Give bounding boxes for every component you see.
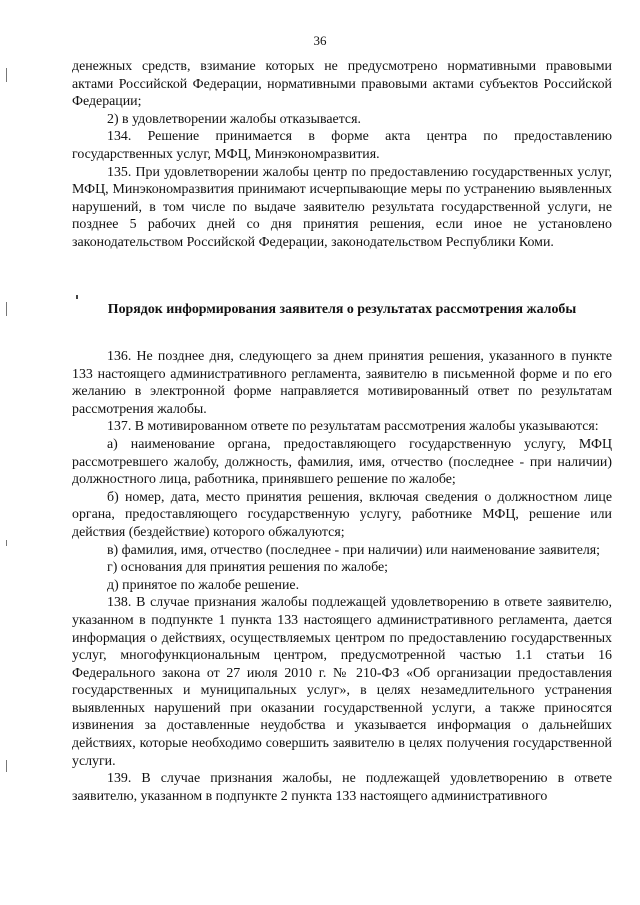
scan-margin-mark	[6, 302, 7, 316]
paragraph: 134. Решение принимается в форме акта центра по предоставлению государственных услуг, МФЦ, Минэкономразвития.	[72, 129, 612, 162]
list-item: в) фамилия, имя, отчество (последнее - при наличии) или наименование заявителя;	[107, 542, 601, 558]
paragraph: 139. В случае признания жалобы, не подлежащей удовлетворению в ответе заявителю, указанном в подпункте 2 пункта 133 настоящего административного	[72, 771, 612, 804]
list-item: г) основания для принятия решения по жалобе;	[107, 560, 388, 576]
list-item: б) номер, дата, место принятия решения, включая сведения о должностном лице органа, предоставляющего государственную услугу, работнике МФЦ, решение или действия (бездействие) которого обжалуются;	[72, 489, 612, 540]
paragraph: денежных средств, взимание которых не предусмотрено нормативными правовыми актами Российской Федерации, нормативными правовыми актами субъектов Российской Федерации;	[72, 59, 612, 110]
paragraph: 2) в удовлетворении жалобы отказывается.	[107, 111, 361, 127]
list-item: а) наименование органа, предоставляющего государственную услугу, МФЦ рассмотревшего жалобу, должность, фамилия, имя, отчество (последнее - при наличии) должностного лица, работника, принявшего решение по жалобе;	[72, 436, 612, 488]
top-text-block	[72, 58, 612, 252]
page-number: 36	[313, 33, 327, 48]
scan-margin-mark	[6, 760, 7, 772]
paragraph: 135. При удовлетворении жалобы центр по предоставлению государственных услуг, МФЦ, Минэкономразвития принимают исчерпывающие меры по устранению выявленных нарушений, в том числе по выдаче заявителю результата государственной услуги, не позднее 5 рабочих дней со дня принятия решения, если иное не установлено законодательством Российской Федерации, законодательством Республики Коми.	[72, 164, 612, 250]
scan-margin-mark	[6, 68, 7, 82]
bottom-text-block	[72, 348, 612, 805]
scan-margin-mark	[6, 540, 7, 546]
paragraph: 138. В случае признания жалобы подлежащей удовлетворению в ответе заявителю, указанном в подпункте 1 пункта 133 настоящего административного регламента, дается информация о действиях, осуществляемых центром по предоставлению государственных услуг, многофункциональным центром, предусмотренной частью 1.1 статьи 16 Федерального закона от 27 июля 2010 г. № 210-ФЗ «Об организации предоставления государственных и муниципальных услуг», в целях незамедлительного устранения выявленных нарушений при оказании государственной услуги, а также приносятся извинения за доставленные неудобства и указывается информация о дальнейших действиях, которые необходимо совершить заявителю в целях получения государственной услуги.	[72, 595, 612, 769]
scan-speck	[76, 295, 78, 299]
list-item: д) принятое по жалобе решение.	[107, 577, 300, 593]
section-heading: Порядок информирования заявителя о результатах рассмотрения жалобы	[107, 302, 577, 317]
paragraph: 137. В мотивированном ответе по результатам рассмотрения жалобы указываются:	[107, 419, 599, 435]
paragraph: 136. Не позднее дня, следующего за днем принятия решения, указанного в пункте 133 настоящего административного регламента, заявителю в письменной форме и по его желанию в электронной форме направляется мотивированный ответ по результатам рассмотрения жалобы.	[72, 349, 612, 417]
